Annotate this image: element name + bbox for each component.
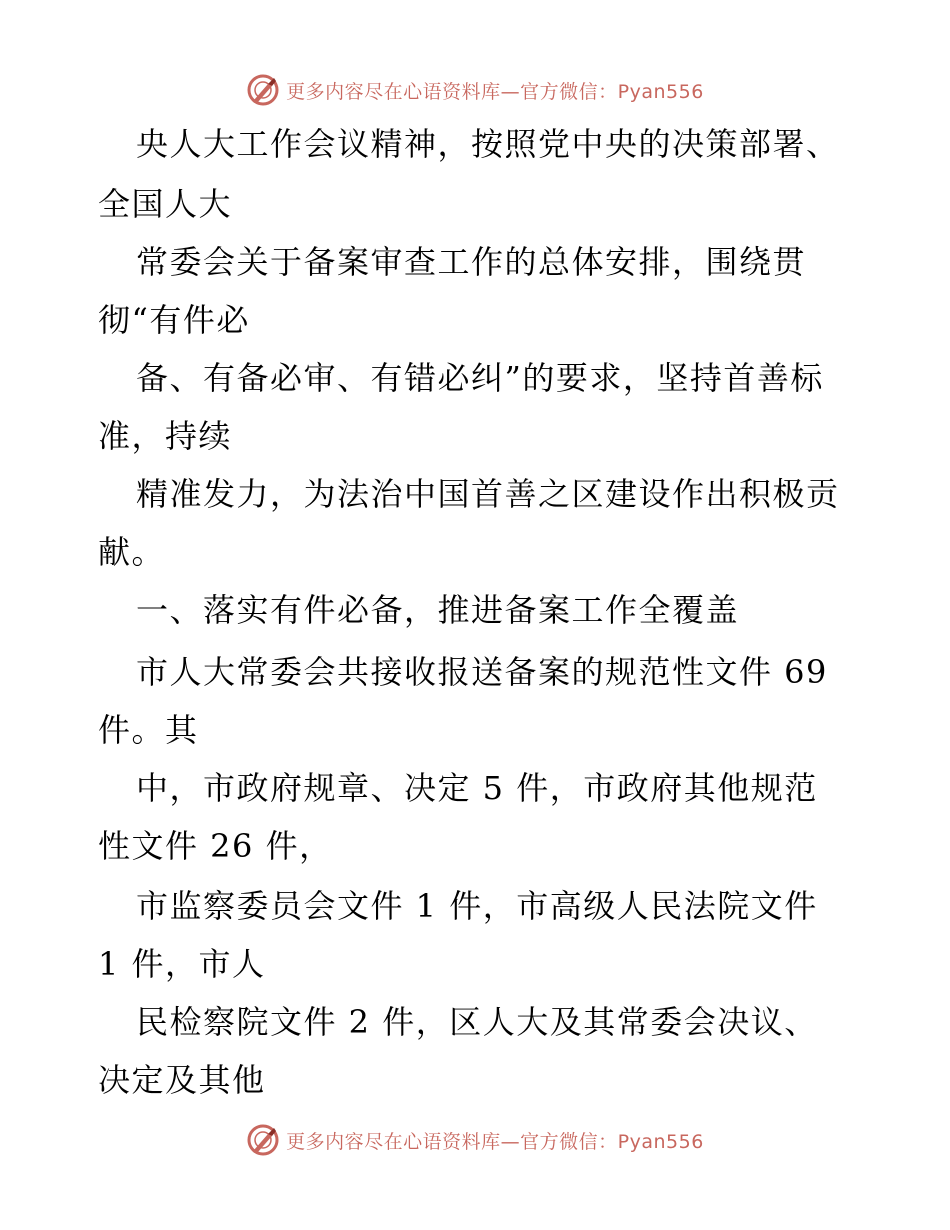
- paragraph-line: 1 件，市人: [98, 945, 266, 983]
- paragraph-line: 民检察院文件 2 件，区人大及其常委会决议、: [136, 1003, 818, 1041]
- paragraph-line: 准，持续: [98, 417, 233, 455]
- paragraph-line: 精准发力，为法治中国首善之区建设作出积极贡: [136, 475, 840, 513]
- paragraph-line: 彻“有件必: [98, 301, 250, 339]
- paragraph-line: 全国人大: [98, 185, 233, 223]
- paragraph-line: 中，市政府规章、决定 5 件，市政府其他规范: [136, 769, 818, 807]
- watermark-banner-bottom: [0, 1120, 950, 1160]
- paragraph-line: 决定及其他: [98, 1061, 266, 1099]
- paragraph-line: 央人大工作会议精神，按照党中央的决策部署、: [136, 125, 840, 163]
- paragraph-line: 常委会关于备案审查工作的总体安排，围绕贯: [136, 243, 807, 281]
- watermark-content: [246, 1123, 704, 1157]
- paragraph-line: 性文件 26 件，: [98, 827, 333, 865]
- watermark-text: 更多内容尽在心语资料库—官方微信：Pyan556: [286, 1130, 704, 1153]
- pen-logo-icon: [246, 1123, 280, 1157]
- paragraph-line: 备、有备必审、有错必纠”的要求，坚持首善标: [136, 359, 824, 397]
- watermark-banner-top: [0, 70, 950, 110]
- watermark-content: [246, 73, 704, 107]
- paragraph-line: 市人大常委会共接收报送备案的规范性文件 69: [136, 653, 828, 691]
- paragraph-line: 市监察委员会文件 1 件，市高级人民法院文件: [136, 887, 818, 925]
- watermark-text: 更多内容尽在心语资料库—官方微信：Pyan556: [286, 80, 704, 103]
- paragraph-line: 献。: [98, 533, 166, 571]
- paragraph-line: 件。其: [98, 711, 199, 749]
- pen-logo-icon: [246, 73, 280, 107]
- section-heading: 一、落实有件必备，推进备案工作全覆盖: [136, 591, 740, 629]
